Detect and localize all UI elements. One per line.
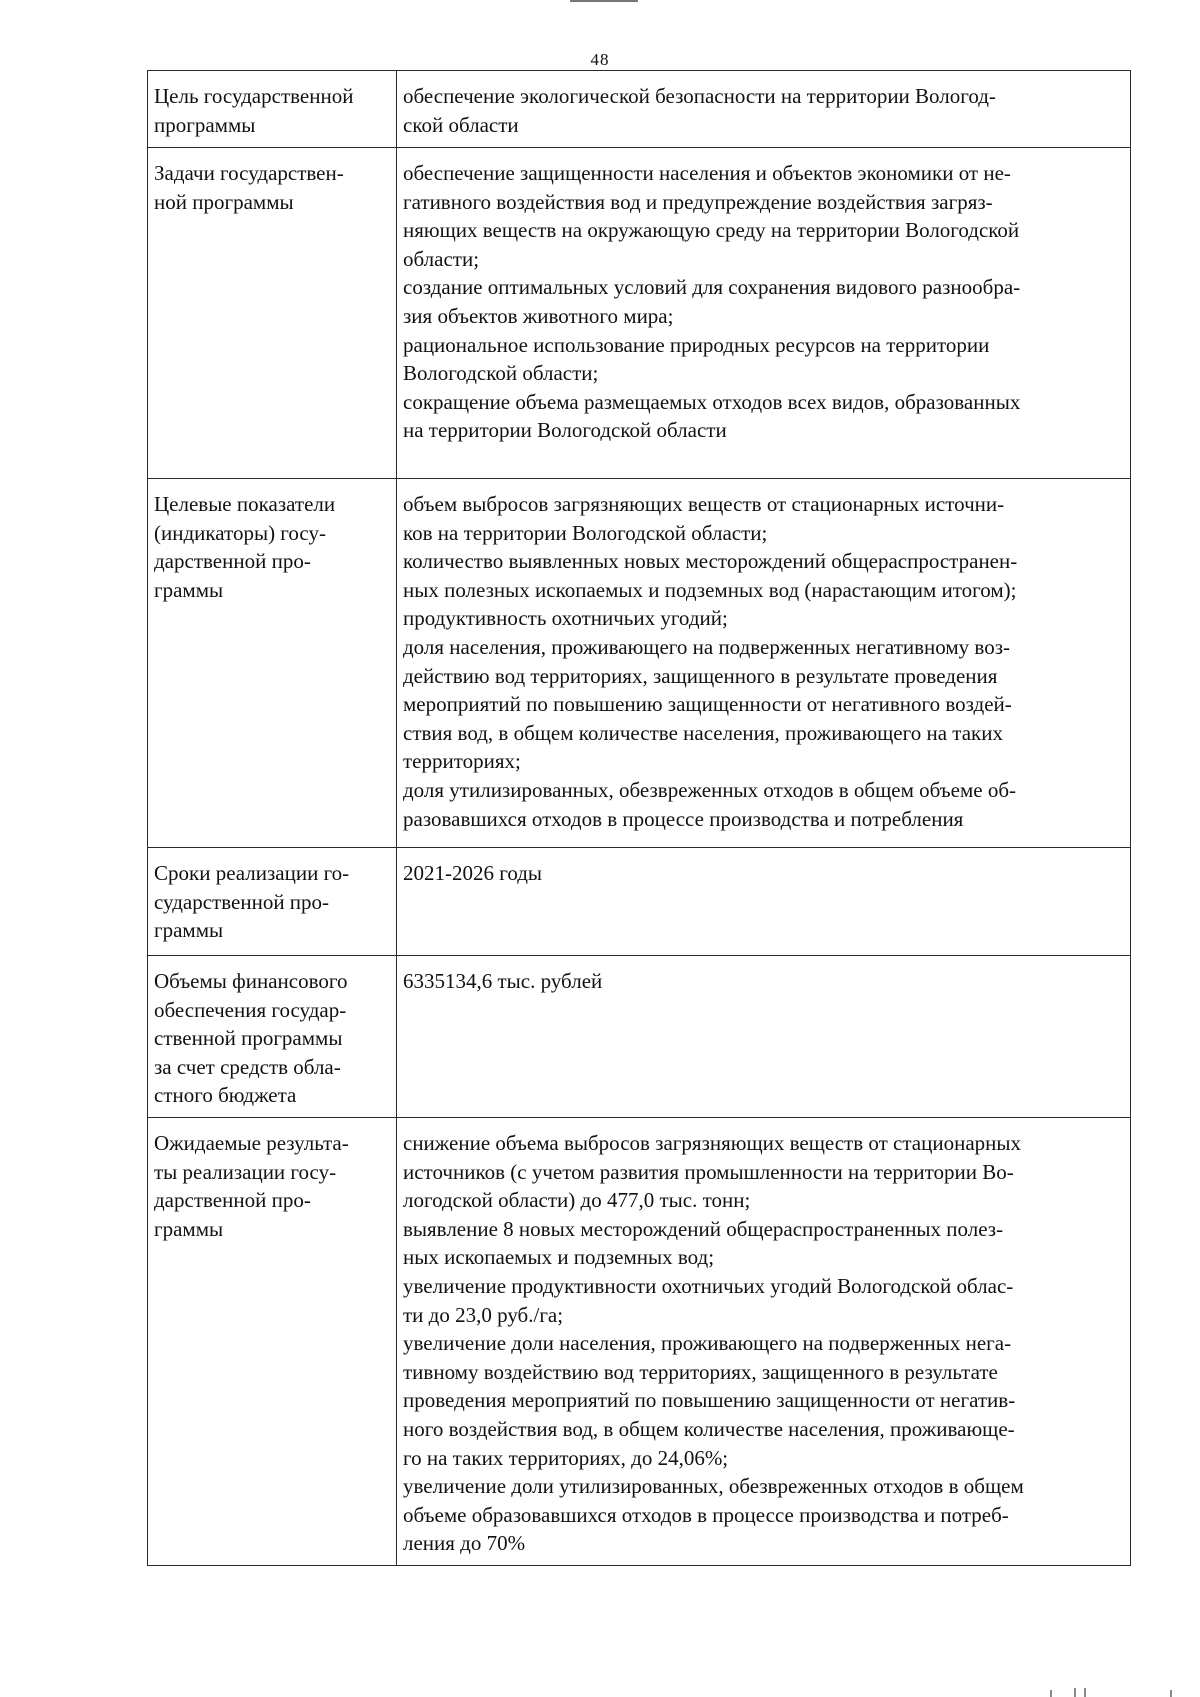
row-label-cell — [148, 71, 397, 148]
label-line: стного бюджета — [154, 1083, 297, 1108]
table-row-terms — [148, 848, 1131, 956]
value-line: количество выявленных новых месторождений общераспространен- — [403, 549, 1018, 574]
table-row-results — [148, 1118, 1131, 1566]
label-line: Ожидаемые результа- — [154, 1131, 349, 1155]
value-line: продуктивность охотничьих угодий; — [403, 606, 728, 631]
table-row-goal — [148, 71, 1131, 148]
value-line: логодской области) до 477,0 тыс. тонн; — [403, 1188, 751, 1213]
value-line: гативного воздействия вод и предупреждение воздействия загряз- — [403, 189, 993, 214]
value-line: тивному воздействию вод территориях, защищенного в результате — [403, 1359, 998, 1384]
label-line: ты реализации госу- — [154, 1159, 337, 1184]
value-line: разовавшихся отходов в процессе производства и потребления — [403, 806, 964, 831]
value-line: Вологодской области; — [403, 361, 599, 386]
value-line: ской области — [403, 112, 519, 137]
value-line: снижение объема выбросов загрязняющих веществ от стационарных — [403, 1131, 1022, 1155]
value-line: источников (с учетом развития промышленности на территории Во- — [403, 1159, 1014, 1184]
label-line: Сроки реализации го- — [154, 861, 350, 885]
value-line: обеспечение экологической безопасности на территории Вологод- — [403, 84, 996, 108]
value-line: сокращение объема размещаемых отходов всех видов, образованных — [403, 389, 1021, 414]
row-label-cell — [148, 1118, 397, 1566]
label-line: граммы — [154, 1216, 224, 1241]
row-label-cell — [148, 956, 397, 1118]
scan-speck — [1084, 1688, 1086, 1697]
row-value-cell — [397, 479, 1131, 848]
label-line: программы — [154, 112, 256, 137]
value-line: 2021-2026 годы — [403, 861, 543, 885]
value-line: на территории Вологодской области — [403, 418, 727, 443]
label-line: граммы — [154, 918, 224, 943]
row-label-cell — [148, 148, 397, 479]
value-line: увеличение продуктивности охотничьих угодий Вологодской облас- — [403, 1273, 1014, 1298]
row-value-cell — [397, 148, 1131, 479]
program-passport-table — [147, 70, 1131, 1566]
row-value-cell — [397, 848, 1131, 956]
scan-speck — [1074, 1688, 1076, 1697]
value-line: области; — [403, 246, 480, 271]
label-line: ственной программы — [154, 1026, 343, 1051]
value-line: территориях; — [403, 749, 521, 774]
value-line: увеличение доли населения, проживающего на подверженных нега- — [403, 1331, 1012, 1356]
value-line: го на таких территориях, до 24,06%; — [403, 1445, 729, 1470]
value-line: ления до 70% — [403, 1531, 526, 1556]
row-label-cell — [148, 479, 397, 848]
value-line: ного воздействия вод, в общем количестве населения, проживающе- — [403, 1416, 1015, 1441]
label-line: Цель государственной — [154, 84, 354, 108]
value-line: зия объектов животного мира; — [403, 303, 674, 328]
table-row-finance — [148, 956, 1131, 1118]
row-value-cell — [397, 71, 1131, 148]
value-line: действию вод территориях, защищенного в результате проведения — [403, 663, 998, 688]
value-line: ствия вод, в общем количестве населения, проживающего на таких — [403, 720, 1003, 745]
value-line: доля утилизированных, обезвреженных отходов в общем объеме об- — [403, 777, 1017, 802]
label-line: (индикаторы) госу- — [154, 520, 326, 545]
label-line: Объемы финансового — [154, 969, 348, 993]
label-line: граммы — [154, 577, 224, 602]
value-line: 6335134,6 тыс. рублей — [403, 969, 603, 993]
value-line: няющих веществ на окружающую среду на территории Вологодской — [403, 218, 1020, 243]
row-value-cell — [397, 956, 1131, 1118]
value-line: обеспечение защищенности населения и объектов экономики от не- — [403, 161, 1011, 185]
value-line: ных ископаемых и подземных вод; — [403, 1245, 715, 1270]
label-line: обеспечения государ- — [154, 997, 347, 1022]
row-label-cell — [148, 848, 397, 956]
scan-top-mark — [570, 0, 638, 2]
value-line: создание оптимальных условий для сохранения видового разнообра- — [403, 275, 1021, 300]
label-line: Целевые показатели — [154, 492, 336, 516]
label-line: дарственной про- — [154, 1188, 311, 1213]
value-line: доля населения, проживающего на подверженных негативному воз- — [403, 634, 1010, 659]
row-value-cell — [397, 1118, 1131, 1566]
value-line: мероприятий по повышению защищенности от негативного воздей- — [403, 692, 1012, 717]
value-line: ти до 23,0 руб./га; — [403, 1302, 564, 1327]
value-line: ных полезных ископаемых и подземных вод (нарастающим итогом); — [403, 577, 1017, 602]
value-line: выявление 8 новых месторождений общераспространенных полез- — [403, 1216, 1004, 1241]
table-row-tasks — [148, 148, 1131, 479]
label-line: дарственной про- — [154, 549, 311, 574]
page-number: 48 — [590, 50, 610, 69]
table-row-indicators — [148, 479, 1131, 848]
label-line: за счет средств обла- — [154, 1054, 341, 1079]
label-line: ной программы — [154, 189, 294, 214]
value-line: объем выбросов загрязняющих веществ от стационарных источни- — [403, 492, 1005, 516]
value-line: увеличение доли утилизированных, обезвреженных отходов в общем — [403, 1474, 1024, 1499]
value-line: объеме образовавшихся отходов в процессе производства и потреб- — [403, 1502, 1009, 1527]
value-line: проведения мероприятий по повышению защищенности от негатив- — [403, 1388, 1016, 1413]
value-line: рациональное использование природных ресурсов на территории — [403, 332, 990, 357]
label-line: сударственной про- — [154, 889, 330, 914]
scan-speck — [1050, 1690, 1052, 1697]
scan-speck — [1170, 1690, 1172, 1697]
label-line: Задачи государствен- — [154, 161, 344, 185]
value-line: ков на территории Вологодской области; — [403, 520, 768, 545]
